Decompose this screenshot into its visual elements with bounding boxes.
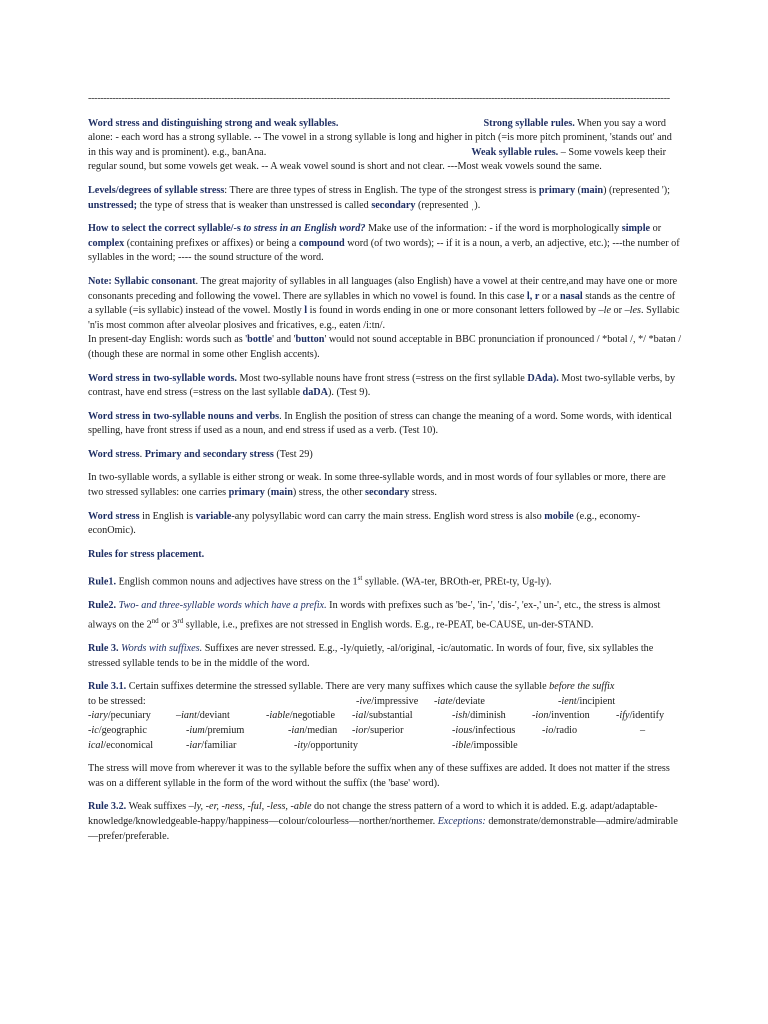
bold-term: main [581,184,604,196]
text: . Syllabic 'n'is most common after alveolar plosives and fricatives, e.g., eaten /i:tn/. [88,305,680,331]
text: Most two-syllable nouns have front stress (=stress on the first syllable [236,372,528,384]
text: When you say a word alone: - each word has a strong syllable. -- The vowel in a strong syllable is long and higher in pitch (=is more pitch prominent, 'stands out' and in this way and is prominent). e.g., banAna. [88,117,672,158]
text: Most two-syllable verbs, by contrast, have end stress (=stress on the last syllable [88,372,676,399]
bold-term: main [270,487,293,499]
paragraph-primary-secondary-heading [88,448,682,463]
example-word: /deviant [196,710,230,722]
paragraph-select-syllable [88,222,682,266]
example-word: /impossible [470,739,518,751]
bold-term: primary [228,487,265,499]
text: (e.g., economy-econOmic). [88,510,641,537]
text: (containing prefixes or affixes) or being a [124,237,299,249]
text: (represented ˌ). [415,199,481,211]
heading-two-syllable: Word stress in two-syllable words. [88,372,237,384]
italic-term: before the suffix [549,681,615,693]
suffix-entry [616,709,682,724]
bold-term: DAda). [527,372,559,384]
paragraph-rule32 [88,800,682,844]
heading-nouns-verbs: Word stress in two-syllable nouns and verbs [88,410,280,422]
bold-term: unstressed; [88,199,138,211]
text: English common nouns and adjectives have stress on the 1 [116,576,358,588]
heading-primary-secondary: Primary and secondary stress [144,448,274,460]
text: ) (represented '); [603,184,670,196]
text: . [139,448,145,460]
example-word: /opportunity [307,739,358,751]
text: in English is [139,510,196,522]
text: or [610,305,625,317]
paragraph-rules-heading [88,548,682,563]
text: The stress will move from wherever it was to the syllable before the suffix when any of these suffixes are added. It does not matter if the stress was on a different syllable in the form of the word without the suffix (the 'base' word). [88,763,670,789]
bold-term: secondary [371,199,416,211]
suffix: -ium [186,724,205,736]
suffix: -ior [352,724,368,736]
suffix: -ity [294,739,308,751]
text: do not change the stress pattern of a word to which it is added. E.g. adapt/adaptable-knowledge/knowledgeable-happy/happiness—colour/colourless—norther/northemer. [88,801,658,827]
suffix: ical [88,739,104,751]
text: to be stressed: [88,695,146,707]
suffix-row [88,695,682,710]
bold-term: l [304,305,308,317]
bold-term: complex [88,237,125,249]
suffix: -ify [616,710,630,722]
heading-rules: Rules for stress placement. [88,548,205,560]
example-word: /incipient [576,695,616,707]
example-word: /invention [548,710,590,722]
text: ' and ' [272,334,296,346]
example-word: /negotiable [289,710,336,722]
example-word: /economical [103,739,154,751]
paragraph-syllabic-consonant [88,275,682,363]
bold-term: bottle [247,334,273,346]
example-word: /impressive [371,695,419,707]
text: Make use of the information: - if the word is morphologically [365,223,622,235]
paragraph-rule31 [88,680,682,695]
bold-term: variable [195,510,232,522]
suffix: -ic [88,724,99,736]
example-word: /pecuniary [107,710,151,722]
suffix: -ion [532,710,549,722]
suffix: -ible [452,739,471,751]
italic-term: ly, -er, -ness, -ful, -less, -able [193,801,312,813]
bold-term: simple [621,223,651,235]
example-word: /geographic [98,724,147,736]
text: syllable. (WA-ter, BROth-er, PREt-ty, Ug-ly). [362,576,552,588]
bold-term: l, r [526,290,540,302]
suffix-entry [88,709,176,724]
text: syllable, i.e., prefixes are not stressed in English words. E.g., re-PEAT, be-CAUSE, un-der-STAND. [183,619,594,631]
text: demonstrate/demonstrable—admire/admirable—prefer/preferable. [88,815,678,842]
suffix-entry [352,709,452,724]
text: or [650,223,662,235]
italic-term: Two- and three-syllable words which have a prefix. [116,600,327,612]
italic-term: Exceptions: [437,815,486,827]
example-word: /identify [629,710,665,722]
heading-syllabic: Note: Syllabic consonant [88,275,196,287]
text: word (of two words); -- if it is a noun, a verb, an adjective, etc.); ---the number of syllables in the word; ---- the sound structure of the word. [88,237,680,264]
rule1-label: Rule1. [88,576,117,588]
bold-term: compound [298,237,345,249]
paragraph-rule1 [88,571,682,590]
suffix-row [88,724,682,739]
example-word: /premium [204,724,245,736]
example-word: /diminish [467,710,506,722]
text: ) stress, the other [292,487,366,499]
paragraph-variable [88,510,682,539]
suffix: -ish [452,710,468,722]
text: Certain suffixes determine the stressed syllable. There are very many suffixes which cause the syllable [126,681,550,693]
suffix: -ient [558,695,577,707]
suffix: -iable [266,710,290,722]
superscript: rd [177,617,184,626]
text: stress. [409,487,437,499]
suffix-entry [176,724,266,739]
heading-word-stress: Word stress and distinguishing strong and weak syllables. [88,117,339,129]
rule2-label: Rule2. [88,600,117,612]
text: Weak suffixes – [126,801,194,813]
superscript: st [357,574,363,583]
suffix-entry [616,724,682,739]
suffix-table [88,695,682,710]
text: -any polysyllabic word can carry the main stress. English word stress is also [231,510,545,522]
text: ' would not sound acceptable in BBC pronunciation if pronounced / *botəl /, */ *batən / (though these are normal in some other English accents). [88,334,682,360]
text: . The great majority of syllables in all languages (also English) have a vowel at their centre,and may have one or more consonants preceding and following the vowel. There are syllables in which no vowel is found. In this case [88,275,678,302]
text: In two-syllable words, a syllable is either strong or weak. In some three-syllable words, and in most words of four syllables or more, there are two stressed syllables: one carries [88,472,666,499]
suffix: -iar [186,739,202,751]
suffix-entry [532,724,616,739]
superscript: nd [151,617,159,626]
bold-term: secondary [365,487,410,499]
suffix-table-2 [88,709,682,753]
suffix-entry [452,709,532,724]
text: : There are three types of stress in English. The type of the strongest stress is [224,184,539,196]
example-word: /superior [367,724,404,736]
suffix: -iate [434,695,453,707]
paragraph-primary-secondary [88,471,682,500]
suffix: –iant [176,710,197,722]
bold-term: daDA [302,387,329,399]
document-page [88,92,682,853]
suffix-entry [176,709,266,724]
rule31-label: Rule 3.1. [88,681,127,693]
suffix-entry [356,695,434,710]
suffix: – [640,724,646,736]
suffix-entry [266,724,352,739]
suffix-entry [352,724,452,739]
bold-term: primary [538,184,576,196]
suffix-entry [452,724,532,739]
heading-weak-rules: Weak syllable rules. [471,146,559,158]
rule3-label: Rule 3. [88,643,119,654]
suffix-entry [88,724,176,739]
suffix-entry [266,739,452,754]
paragraph-stress-move [88,762,682,791]
italic-term: –le [598,305,611,317]
suffix: -iary [88,710,108,722]
heading-select-italic: to stress in an English word? [243,223,366,235]
suffix-row [88,709,682,724]
rule32-label: Rule 3.2. [88,801,127,813]
text: – Some vowels keep their regular sound, but some vowels get weak. -- A weak vowel sound is short and not clear. ---Most weak vowels sound the same. [88,146,667,173]
paragraph-two-syllable [88,372,682,401]
suffix-entry [532,709,616,724]
suffix-entry [88,739,176,754]
text: ( [264,487,271,499]
text: ). (Test 9). [328,387,371,399]
suffix: -ian [288,724,305,736]
example-word: /substantial [366,710,413,722]
paragraph-levels [88,184,682,213]
suffix-entry [452,739,682,754]
paragraph-rule3 [88,642,682,671]
suffix-entry [176,739,266,754]
suffix: -ive [356,695,372,707]
separator-line: ------------------------------------------------------------------------------------------------------------------------------------------------------------------------------------------------ [88,93,670,104]
suffix-row [88,739,682,754]
suffix: -ious [452,724,473,736]
suffix-entry [558,695,682,710]
heading-word-stress-2: Word stress [88,448,140,460]
text: stands as the centre of a syllable (=is syllabic) instead of the vowel. Mostly [88,290,676,317]
bold-term: nasal [560,290,583,302]
example-word: /median [304,724,338,736]
example-word: /familiar [201,739,237,751]
text: ( [575,184,581,196]
suffix: -ial [352,710,367,722]
example-word: /infectious [472,724,516,736]
example-word: /deviate [452,695,485,707]
text: is found in words ending in one or more consonant letters followed by [307,305,599,317]
heading-word-stress-3: Word stress [88,510,140,522]
suffix: -io [542,724,554,736]
text: or 3 [158,619,178,631]
text: (Test 29) [273,448,313,460]
heading-levels: Levels/degrees of syllable stress [88,184,225,196]
text: or a [539,290,561,302]
italic-term: Words with suffixes. [118,643,203,654]
bold-term: button [295,334,325,346]
text: the type of stress that is weaker than unstressed is called [137,199,372,211]
paragraph-nouns-verbs [88,410,682,439]
paragraph-rule2 [88,599,682,633]
bold-term: mobile [544,510,574,522]
example-word: /radio [553,724,578,736]
text: In words with prefixes such as 'be-', 'in-', 'dis-', 'ex-,' un-', etc., the stress is almost always on the 2 [88,600,661,631]
suffix-entry [266,709,352,724]
paragraph-strong-weak [88,117,682,175]
italic-term: –les [624,305,641,317]
text: Suffixes are never stressed. E.g., -ly/quietly, -al/original, -ic/automatic. In words of four, five, six syllables the stressed syllable tends to be in the middle of the word. [88,643,654,669]
text: In present-day English: words such as ' [88,334,248,346]
suffix-entry [434,695,494,710]
text: . In English the position of stress can change the meaning of a word. Some words, with identical spelling, have front stress if used as a noun, and end stress if used as a verb. (Test 10). [88,410,672,437]
heading-strong-rules: Strong syllable rules. [483,117,575,129]
heading-select: How to select the correct syllable/-s [88,223,244,235]
rule31-block [88,680,682,753]
